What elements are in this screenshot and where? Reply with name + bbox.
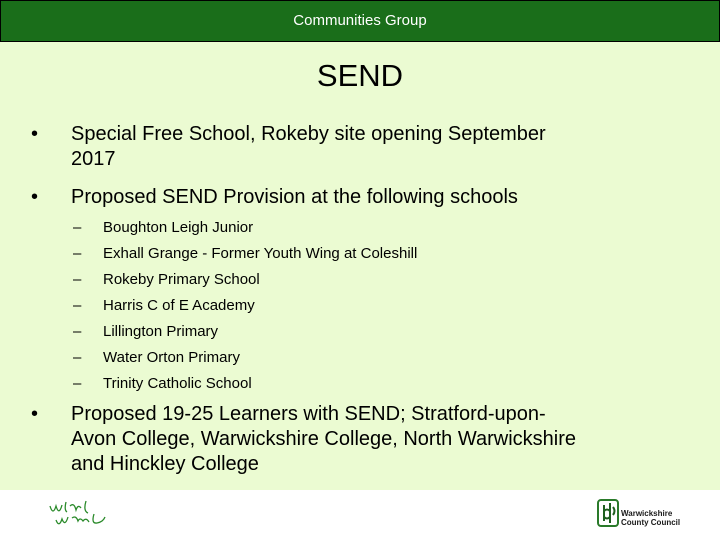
dash-marker: – — [73, 245, 82, 262]
dash-marker: – — [73, 219, 82, 236]
wordmark-line: County Council — [621, 518, 681, 527]
bullet-text-line: and Hinckley College — [71, 453, 259, 475]
wordmark-line: Warwickshire — [621, 509, 673, 518]
bullet-text-line: 2017 — [71, 148, 116, 170]
bullet-text-line: Avon College, Warwickshire College, North Warwickshire — [71, 428, 576, 450]
bullet-item — [31, 402, 691, 477]
dash-marker: – — [73, 297, 82, 314]
county-council-wordmark — [621, 509, 680, 527]
school-list-item — [73, 271, 663, 289]
bullet-text-line: Proposed SEND Provision at the following schools — [71, 186, 518, 208]
bullet-marker: • — [31, 403, 39, 425]
bullet-marker: • — [31, 186, 39, 208]
school-name: Trinity Catholic School — [103, 375, 252, 392]
warwickshire-crest-icon — [596, 497, 622, 529]
school-list-item — [73, 297, 663, 315]
school-name: Lillington Primary — [103, 323, 219, 340]
school-list-item — [73, 349, 663, 367]
bullet-item — [31, 185, 691, 210]
dash-marker: – — [73, 323, 82, 340]
school-list-item — [73, 245, 663, 263]
school-name: Harris C of E Academy — [103, 297, 255, 314]
school-list-item — [73, 375, 663, 393]
bullet-item — [31, 122, 691, 172]
bullet-text-line: Proposed 19-25 Learners with SEND; Stratford-upon- — [71, 403, 546, 425]
dash-marker: – — [73, 375, 82, 392]
working-for-warwickshire-logo — [46, 498, 118, 530]
header-bar — [0, 0, 720, 42]
bullet-marker: • — [31, 123, 39, 145]
header-title: Communities Group — [293, 12, 427, 29]
school-list-item — [73, 219, 663, 237]
school-name: Water Orton Primary — [103, 349, 240, 366]
school-name: Exhall Grange - Former Youth Wing at Coleshill — [103, 245, 418, 262]
bullet-text-line: Special Free School, Rokeby site opening September — [71, 123, 546, 145]
dash-marker: – — [73, 349, 82, 366]
slide-title: SEND — [316, 58, 404, 93]
school-name: Boughton Leigh Junior — [103, 219, 254, 236]
school-list-item — [73, 323, 663, 341]
dash-marker: – — [73, 271, 82, 288]
school-name: Rokeby Primary School — [103, 271, 260, 288]
